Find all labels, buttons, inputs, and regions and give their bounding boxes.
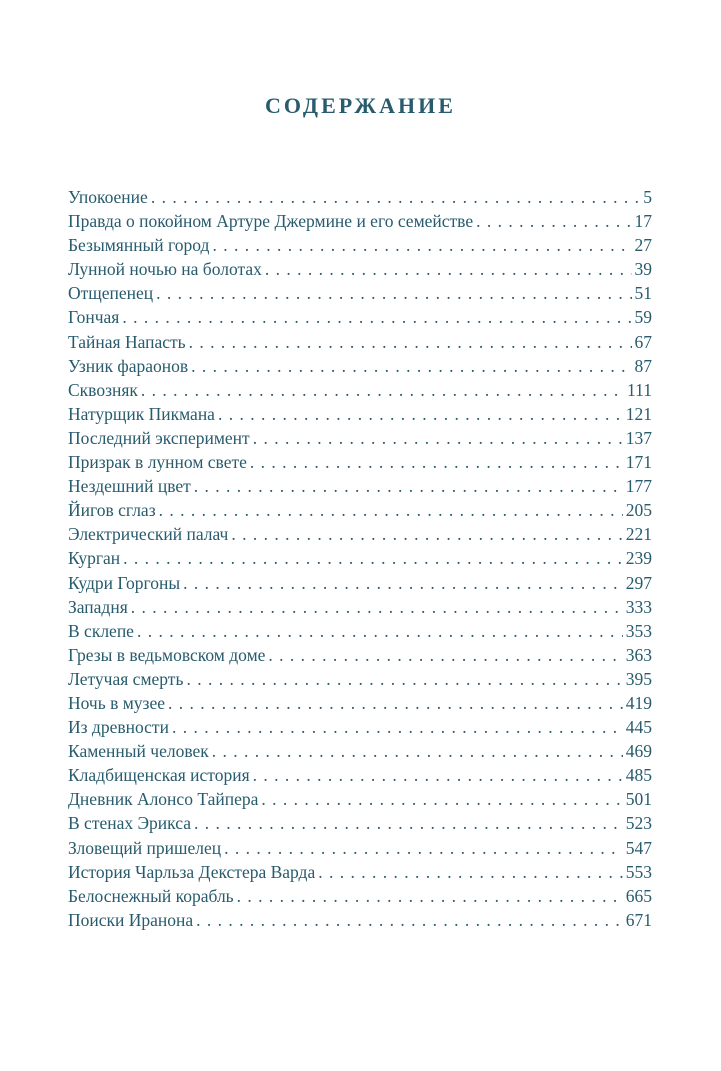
toc-page-number: 547 <box>625 837 652 858</box>
toc-entry-title: Дневник Алонсо Тайпера <box>68 789 259 810</box>
dot-leader <box>141 378 624 402</box>
toc-page-number: 445 <box>625 717 652 738</box>
dot-leader <box>131 595 623 619</box>
toc-page-number: 17 <box>634 211 652 232</box>
toc-entry-title: Сквозняк <box>68 379 138 400</box>
dot-leader <box>186 667 622 691</box>
toc-row <box>68 908 652 932</box>
toc-page-number: 363 <box>625 644 652 665</box>
toc-page-number: 523 <box>625 813 652 834</box>
dot-leader <box>265 257 632 281</box>
toc-entry-title: Белоснежный корабль <box>68 885 234 906</box>
dot-leader <box>196 908 623 932</box>
dot-leader <box>318 860 623 884</box>
dot-leader <box>237 884 623 908</box>
dot-leader <box>268 643 622 667</box>
toc-row <box>68 426 652 450</box>
toc-page-number: 553 <box>625 861 652 882</box>
toc-row <box>68 281 652 305</box>
toc-entry-title: В стенах Эрикса <box>68 813 191 834</box>
toc-row <box>68 811 652 835</box>
toc-row <box>68 522 652 546</box>
toc-entry-title: Призрак в лунном свете <box>68 452 247 473</box>
toc-entry-title: Узник фараонов <box>68 355 189 376</box>
toc-entry-title: Поиски Иранона <box>68 909 194 930</box>
dot-leader <box>476 209 631 233</box>
toc-row <box>68 378 652 402</box>
dot-leader <box>122 305 631 329</box>
dot-leader <box>218 402 623 426</box>
toc-row <box>68 233 652 257</box>
toc-row <box>68 595 652 619</box>
toc-entry-title: Гончая <box>68 307 120 328</box>
toc-row <box>68 354 652 378</box>
toc-entry-title: Летучая смерть <box>68 668 184 689</box>
toc-entry-title: Упокоение <box>68 187 148 207</box>
toc-page-number: 205 <box>625 500 652 521</box>
toc-row <box>68 330 652 354</box>
toc-page-number: 137 <box>625 427 652 448</box>
toc-entry-title: Тайная Напасть <box>68 331 186 352</box>
toc-entry-title: Курган <box>68 548 121 569</box>
page-title: СОДЕРЖАНИЕ <box>265 93 456 118</box>
toc-page-number: 469 <box>625 741 652 762</box>
toc-row <box>68 763 652 787</box>
toc-entry-title: Электрический палач <box>68 524 229 545</box>
dot-leader <box>189 330 632 354</box>
toc-entry-title: Кладбищенская история <box>68 765 250 786</box>
dot-leader <box>253 763 623 787</box>
toc-entry-title: Отщепенец <box>68 283 154 304</box>
toc-page-number: 87 <box>634 355 652 376</box>
dot-leader <box>168 691 623 715</box>
toc-page-number: 39 <box>634 259 652 280</box>
dot-leader <box>123 546 623 570</box>
toc-entry-title: Нездешний цвет <box>68 476 191 497</box>
toc-row <box>68 474 652 498</box>
dot-leader <box>212 739 623 763</box>
toc-entry-title: История Чарльза Декстера Варда <box>68 861 316 882</box>
toc-row <box>68 185 652 209</box>
dot-leader <box>151 185 640 209</box>
dot-leader <box>194 811 623 835</box>
toc-page-number: 671 <box>625 909 652 930</box>
toc-entry-title: Каменный человек <box>68 741 209 762</box>
dot-leader <box>159 498 623 522</box>
dot-leader <box>183 571 623 595</box>
toc-row <box>68 402 652 426</box>
toc-row <box>68 209 652 233</box>
toc-row <box>68 884 652 908</box>
toc-entry-title: Лунной ночью на болотах <box>68 259 262 280</box>
toc-row <box>68 619 652 643</box>
toc-page-number: 59 <box>634 307 652 328</box>
dot-leader <box>137 619 623 643</box>
toc-row <box>68 450 652 474</box>
toc-page-number: 665 <box>625 885 652 906</box>
dot-leader <box>224 836 623 860</box>
toc-entry-title: Из древности <box>68 717 169 738</box>
toc-page-number: 353 <box>625 620 652 641</box>
toc-row <box>68 498 652 522</box>
toc-row <box>68 643 652 667</box>
toc-entry-title: Ночь в музее <box>68 692 166 713</box>
toc-row <box>68 715 652 739</box>
toc-row <box>68 546 652 570</box>
toc-row <box>68 860 652 884</box>
toc-entry-title: Безымянный город <box>68 235 210 256</box>
toc-page-number: 419 <box>625 692 652 713</box>
toc-row <box>68 691 652 715</box>
dot-leader <box>212 233 631 257</box>
toc-page-number: 501 <box>625 789 652 810</box>
toc-entry-title: Кудри Горгоны <box>68 572 181 593</box>
toc-page-number: 395 <box>625 668 652 689</box>
toc-row <box>68 305 652 329</box>
toc-entry-title: В склепе <box>68 620 134 641</box>
toc-list <box>0 185 721 932</box>
dot-leader <box>253 426 623 450</box>
toc-entry-title: Западня <box>68 596 128 617</box>
toc-row <box>68 836 652 860</box>
dot-leader <box>231 522 622 546</box>
toc-row <box>68 257 652 281</box>
toc-entry-title: Правда о покойном Артуре Джермине и его семействе <box>68 211 474 232</box>
dot-leader <box>172 715 623 739</box>
toc-page-number: 5 <box>643 187 652 207</box>
toc-page-number: 27 <box>634 235 652 256</box>
toc-entry-title: Последний эксперимент <box>68 427 250 448</box>
toc-row <box>68 739 652 763</box>
toc-row <box>68 667 652 691</box>
toc-page-number: 297 <box>625 572 652 593</box>
dot-leader <box>191 354 631 378</box>
toc-page-number: 221 <box>625 524 652 545</box>
dot-leader <box>194 474 623 498</box>
toc-page-number: 171 <box>625 452 652 473</box>
toc-page-number: 67 <box>634 331 652 352</box>
toc-page-number: 51 <box>634 283 652 304</box>
toc-page-number: 239 <box>625 548 652 569</box>
toc-page-number: 485 <box>625 765 652 786</box>
toc-page-number: 177 <box>625 476 652 497</box>
toc-entry-title: Йигов сглаз <box>68 500 156 521</box>
toc-page-number: 111 <box>627 379 652 400</box>
toc-page-number: 121 <box>625 403 652 424</box>
toc-entry-title: Натурщик Пикмана <box>68 403 215 424</box>
toc-row <box>68 571 652 595</box>
toc-row <box>68 787 652 811</box>
dot-leader <box>156 281 631 305</box>
toc-entry-title: Зловещий пришелец <box>68 837 222 858</box>
toc-page-number: 333 <box>625 596 652 617</box>
toc-entry-title: Грезы в ведьмовском доме <box>68 644 266 665</box>
dot-leader <box>250 450 623 474</box>
dot-leader <box>261 787 622 811</box>
